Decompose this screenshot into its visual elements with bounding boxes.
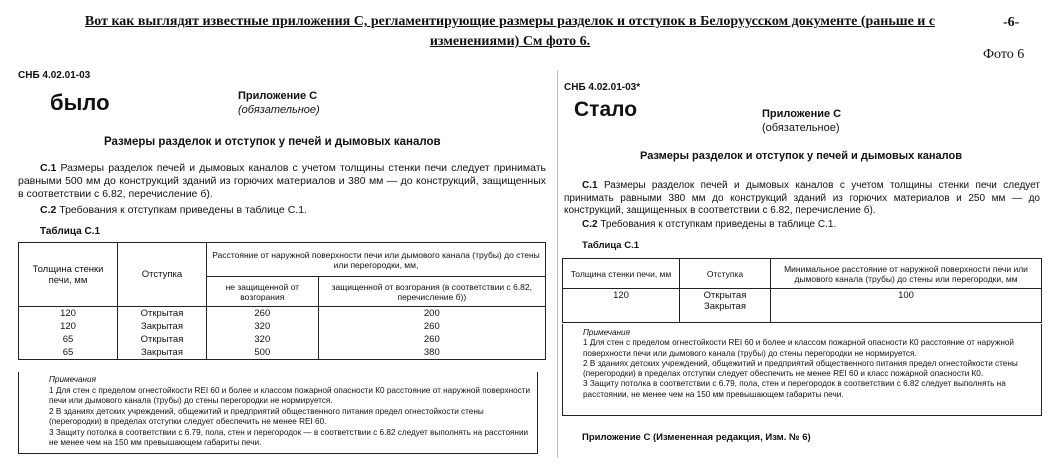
table-row: [563, 289, 1042, 323]
table-row: [19, 307, 546, 321]
notes-block: [562, 324, 1042, 416]
col-header-otstupka: Отступка: [118, 243, 207, 307]
table-cell: 100: [771, 289, 1042, 323]
table-cell: 65: [19, 333, 118, 346]
notes-block: [18, 372, 538, 454]
table-row: [19, 333, 546, 346]
para-number: С.2: [582, 219, 598, 230]
para-text: Требования к отступкам приведены в таблице С.1.: [56, 204, 307, 216]
appendix-title: Приложение С: [762, 108, 842, 120]
section-title: Размеры разделок и отступок у печей и дымовых каналов: [104, 136, 441, 148]
table-cell: Закрытая: [118, 320, 207, 333]
right-document: [558, 0, 1051, 469]
para-number: С.1: [582, 180, 598, 191]
table-cell: 500: [207, 346, 319, 360]
appendix-subtitle: (обязательное): [762, 122, 840, 134]
para-text: Размеры разделок печей и дымовых каналов с учетом толщины стенки печи следует принимать равными 500 мм до конструкций зданий из горючих материалов и 380 мм — до конструкций, защищенных в соответствии с 6.82, перечисление б).: [18, 162, 546, 200]
photo-label: Фото 6: [983, 47, 1025, 62]
table-cell: 120: [19, 307, 118, 321]
table-cell: 65: [19, 346, 118, 360]
table-cell: 260: [318, 333, 545, 346]
note-item: 3 Защиту потолка в соответствии с 6.79, пола, стен и перегородок — в соответствии с 6.82 следует выполнять на расстоянии не менее чем на 150 мм превышающем габариты печи.: [49, 427, 529, 447]
table-caption: Таблица С.1: [40, 226, 101, 237]
col-header-unprotected: не защищенной от возгорания: [207, 277, 319, 307]
col-header-thickness: Толщина стенки печи, мм: [19, 243, 118, 307]
col-header-distance: Минимальное расстояние от наружной поверхности печи или дымового канала (трубы) до стены или перегородки, мм: [771, 259, 1042, 289]
table-cell: Открытая Закрытая: [680, 289, 771, 323]
table-row: [19, 320, 546, 333]
table-cell: 120: [563, 289, 680, 323]
para-text: Требования к отступкам приведены в таблице С.1.: [597, 219, 837, 230]
col-header-thickness: Толщина стенки печи, мм: [563, 259, 680, 289]
note-item: 2 В зданиях детских учреждений, общежитий и предприятий общественного питания предел огнестойкости стены (перегородки) в пределах отступки следует обеспечить не менее REI 60 и класс пожарной опасности К0.: [583, 358, 1018, 379]
table-cell: 260: [207, 307, 319, 321]
para-text: Размеры разделок печей и дымовых каналов с учетом толщины стенки печи следует принимать равными 380 мм до конструкций зданий из горючих материалов и 250 мм — до конструкций, защищенных в соответствии с 6.82, перечисление б).: [564, 180, 1040, 216]
section-title: Размеры разделок и отступок у печей и дымовых каналов: [640, 150, 962, 162]
appendix-subtitle: (обязательное): [238, 104, 320, 116]
note-item: 1 Для стен с пределом огнестойкости REI 60 и более и классом пожарной опасности К0 расстояние от наружной поверхности печи или дымового канала (трубы) до стены перегородки не нормируется.: [49, 385, 531, 405]
paragraph-1: [18, 162, 546, 201]
data-table: [562, 258, 1042, 323]
table-row: [19, 346, 546, 360]
col-header-otstupka: Отступка: [680, 259, 771, 289]
para-number: С.2: [40, 204, 57, 216]
big-label: Стало: [574, 98, 638, 121]
doc-code: СНБ 4.02.01-03*: [564, 82, 641, 93]
appendix-title: Приложение С: [238, 90, 318, 102]
data-table: [18, 242, 546, 360]
paragraph-1: [564, 180, 1040, 218]
table-cell: Закрытая: [118, 346, 207, 360]
note-item: 1 Для стен с пределом огнестойкости REI 60 и более и классом пожарной опасности К0 расстояние от наружной поверхности печи или дымового канала (трубы) до стены перегородки не нормируется.: [583, 338, 1014, 358]
table-cell: 200: [318, 307, 545, 321]
table-cell: 260: [318, 320, 545, 333]
paragraph-2: [564, 218, 1040, 231]
table-cell: 380: [318, 346, 545, 360]
big-label: было: [50, 90, 110, 115]
notes-title: Примечания: [49, 375, 96, 384]
document-header: Вот как выглядят известные приложения С, регламентирующие размеры разделок и отступок в Белоруусском документе (раньше и с изменениями) См фото 6.: [84, 14, 936, 49]
amendment-footer: Приложение С (Измененная редакция, Изм. № 6): [582, 432, 811, 443]
table-cell: 320: [207, 320, 319, 333]
note-item: 3 Защиту потолка в соответствии с 6.79, пола, стен и перегородок в соответствии с 6.82 следует выполнять на расстоянии, не менее чем на 150 мм превышающем габариты печи.: [583, 379, 1006, 399]
paragraph-2: [18, 204, 546, 217]
notes-title: Примечания: [583, 328, 630, 337]
note-item: 2 В зданиях детских учреждений, общежитий и предприятий общественного питания предел огнестойкости стены (перегородки) в пределах отступки следует обеспечить не менее REI 60.: [49, 406, 484, 426]
table-cell: 120: [19, 320, 118, 333]
table-cell: 320: [207, 333, 319, 346]
para-number: С.1: [40, 162, 57, 174]
page-number: -6-: [1003, 15, 1020, 30]
doc-code: СНБ 4.02.01-03: [18, 70, 91, 81]
table-caption: Таблица С.1: [582, 240, 640, 251]
table-cell: Открытая: [118, 307, 207, 321]
table-cell: Открытая: [118, 333, 207, 346]
col-header-distance: Расстояние от наружной поверхности печи или дымового канала (трубы) до стены или перегородки, мм,: [207, 243, 546, 277]
col-header-protected: защищенной от возгорания (в соответствии с 6.82, перечисление б)): [318, 277, 545, 307]
